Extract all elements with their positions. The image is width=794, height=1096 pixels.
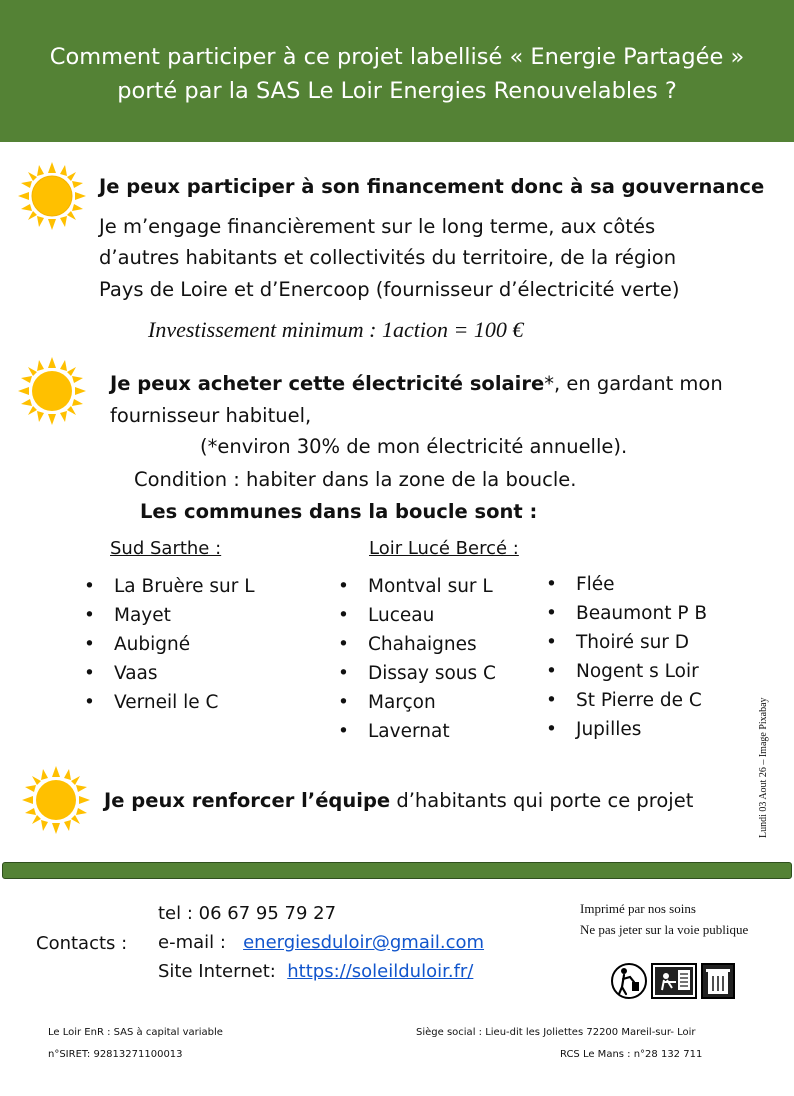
header-banner <box>0 0 794 142</box>
divider-bar <box>2 862 792 879</box>
list-item: • Chahaignes <box>338 630 496 659</box>
section1-line1: Je m’engage financièrement sur le long terme, aux côtés <box>99 215 656 238</box>
site-label: Site Internet: <box>158 961 288 982</box>
side-note: Lundi 03 Aout 26 – Image Pixabay <box>758 697 769 838</box>
list-item: • Beaumont P B <box>546 599 707 628</box>
section2-line2: fournisseur habituel, <box>110 404 312 427</box>
email-label: e-mail : <box>158 932 244 953</box>
list-item: • Thoiré sur D <box>546 628 707 657</box>
section2-note: (*environ 30% de mon électricité annuelle). <box>200 435 628 458</box>
section1-line2: d’autres habitants et collectivités du territoire, de la région <box>99 246 677 269</box>
section3-title-rest: d’habitants qui porte ce projet <box>390 789 694 812</box>
sud-sarthe-heading: Sud Sarthe : <box>110 538 222 559</box>
sun-icon <box>20 764 92 836</box>
print-note-line1: Imprimé par nos soins <box>580 901 696 916</box>
list-item: • Mayet <box>84 601 255 630</box>
list-item: • Montval sur L <box>338 572 496 601</box>
loir-luce-berce-heading: Loir Lucé Bercé : <box>369 538 519 559</box>
list-item: • Dissay sous C <box>338 659 496 688</box>
header-title-line2: porté par la SAS Le Loir Energies Renouvelables ? <box>117 78 677 104</box>
sud-sarthe-list <box>84 572 255 717</box>
contact-tel: tel : 06 67 95 79 27 <box>158 903 337 924</box>
footer-siege: Siège social : Lieu-dit les Joliettes 72200 Mareil-sur- Loir <box>416 1027 696 1038</box>
list-item: • St Pierre de C <box>546 686 707 715</box>
site-link[interactable]: https://soleilduloir.fr/ <box>287 961 474 982</box>
tidyman-icon <box>612 964 646 998</box>
footer-rcs: RCS Le Mans : n°28 132 711 <box>560 1049 703 1060</box>
section2-title-bold: Je peux acheter cette électricité solaire <box>110 372 545 395</box>
contact-email-row <box>158 928 484 957</box>
list-item: • Nogent s Loir <box>546 657 707 686</box>
section1-title: Je peux participer à son financement donc à sa gouvernance <box>99 175 765 198</box>
list-item: • Luceau <box>338 601 496 630</box>
sun-icon <box>16 355 88 427</box>
triman-icon <box>652 964 696 998</box>
list-item: • Vaas <box>84 659 255 688</box>
print-note-line2: Ne pas jeter sur la voie publique <box>580 922 749 937</box>
section1-line3: Pays de Loire et d’Enercoop (fournisseur d’électricité verte) <box>99 278 680 301</box>
list-item: • Jupilles <box>546 715 707 744</box>
list-item: • Lavernat <box>338 717 496 746</box>
list-item: • Flée <box>546 570 707 599</box>
contact-site-row <box>158 957 473 986</box>
loir-luce-berce-list-1 <box>338 572 496 746</box>
recycling-bin-icon <box>702 964 734 998</box>
recycling-logos <box>610 960 736 1002</box>
list-item: • Marçon <box>338 688 496 717</box>
investment-minimum: Investissement minimum : 1action = 100 € <box>148 317 524 342</box>
list-item: • Aubigné <box>84 630 255 659</box>
header-title-line1: Comment participer à ce projet labellisé « Energie Partagée » <box>49 44 745 70</box>
section2-title-rest: *, en gardant mon <box>544 372 723 395</box>
footer-legal: Le Loir EnR : SAS à capital variable <box>48 1027 223 1038</box>
loir-luce-berce-list-2 <box>546 570 707 744</box>
list-item: • Verneil le C <box>84 688 255 717</box>
section3-title-bold: Je peux renforcer l’équipe <box>104 789 391 812</box>
sun-icon <box>16 160 88 232</box>
section3-title <box>104 786 693 816</box>
list-item: • La Bruère sur L <box>84 572 255 601</box>
communes-heading: Les communes dans la boucle sont : <box>140 500 538 523</box>
section2-condition: Condition : habiter dans la zone de la boucle. <box>134 468 577 491</box>
email-link[interactable]: energiesduloir@gmail.com <box>243 932 485 953</box>
footer-siret: n°SIRET: 92813271100013 <box>48 1049 183 1060</box>
section2-title <box>110 369 723 399</box>
contacts-label: Contacts : <box>36 933 128 954</box>
